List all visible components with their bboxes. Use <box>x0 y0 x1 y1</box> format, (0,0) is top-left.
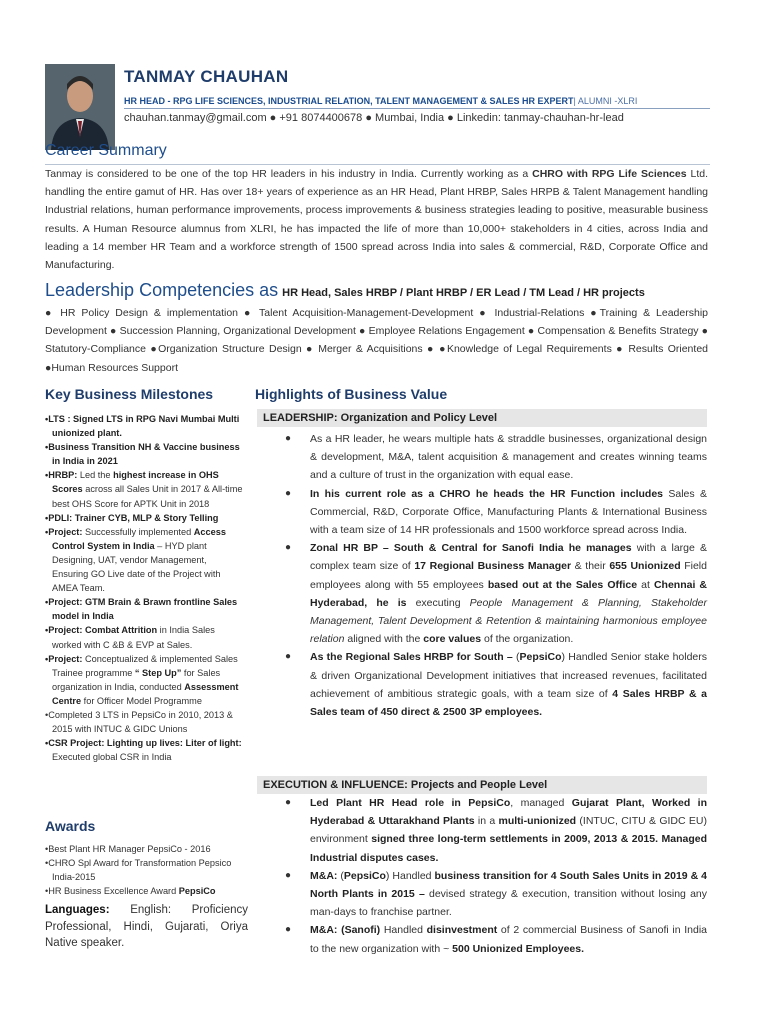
highlight-text: Gujarat Plant, Worked in Hyderabad & Uttarakhand Plants <box>310 797 708 828</box>
highlight-item <box>255 539 707 648</box>
execution-highlights <box>255 794 707 958</box>
milestone-text: Executed global CSR in India <box>52 752 172 763</box>
milestone-label: •Project: <box>45 526 83 537</box>
languages <box>45 902 248 952</box>
milestone-item <box>45 412 245 440</box>
bullet-icon: ● <box>285 542 292 554</box>
highlight-text: core values <box>423 633 482 646</box>
summary-part: Ltd. handling the entire gamut of HR. Has over 18+ years of experience as an HR Head, Plant HRBP, Sales HRPB & Talent Management handling Industrial relations, human performance improvements, process improvements & business strategies leading to positive, measurable business results. A Human Resource alumnus from XLRI, he has impacted the life of more than 10,000+ stakeholders in 4 cities, across India and leading a 14 member HR Team and a workforce strength of 1500 spread across India into sales & commercial, R&D, Corporate Office and Manufacturing. <box>45 168 708 272</box>
milestone-label: •HRBP: <box>45 470 78 481</box>
highlight-item <box>255 485 707 540</box>
milestone-label: •CSR Project: Lighting up lives: Liter of light: <box>45 738 242 749</box>
milestone-text: – HYD plant Designing, UAT, vendor Management, Ensuring GO Live date of the Project with AMEA Team. <box>52 540 221 594</box>
bullet-icon: ● <box>285 924 292 936</box>
languages-text: English: Proficiency Professional, Hindi, Gujarati, Oriya Native speaker. <box>45 904 248 949</box>
milestone-item <box>45 736 245 764</box>
highlight-text: 17 Regional Business Manager <box>414 560 572 573</box>
highlight-text: (INTUC, CITU & GIDC EU) environment <box>310 815 707 846</box>
candidate-name: TANMAY CHAUHAN <box>124 67 289 86</box>
leadership-heading <box>45 280 645 301</box>
highlight-text: As a HR leader, he wears multiple hats & straddle businesses, organizational design & development, M&A, talent acquisition & management and creates winning teams and a culture of trust in the organization with equal ease. <box>310 433 707 482</box>
milestones-list <box>45 412 245 764</box>
highlight-item <box>255 794 707 867</box>
highlight-text: in a <box>474 815 499 828</box>
milestone-label: •Project: <box>45 653 83 664</box>
highlight-text: Field employees along with 55 employees <box>310 560 707 591</box>
milestones-title: Key Business Milestones <box>45 386 214 402</box>
leadership-highlights <box>255 430 707 721</box>
highlight-text: Chennai & Hyderabad, he is <box>310 578 708 609</box>
milestone-text: highest increase in OHS Scores <box>52 470 219 495</box>
languages-label: Languages: <box>45 904 110 916</box>
alumni-tag: | ALUMNI -XLRI <box>573 96 638 106</box>
highlight-text: at <box>637 578 654 591</box>
milestone-text: across all Sales Unit in 2017 & All-time best OHS Score for APTK Unit in 2018 <box>52 484 243 509</box>
milestone-text: for Officer Model Programme <box>81 695 202 706</box>
highlight-text: People Management & Planning, Stakeholder Management, Talent Development & Retention & maintaining harmonious employee relation <box>310 596 707 646</box>
highlight-text: Sales & Commercial, R&D, Corporate Office, Manufacturing Plants & International Business with a team size of 14 HR professionals and 1500 workforce spread across India. <box>310 487 708 537</box>
highlight-text: multi-unionized <box>498 815 577 828</box>
milestone-text: •Business Transition NH & Vaccine business in India in 2021 <box>45 442 240 467</box>
milestone-text: •LTS : Signed LTS in RPG Navi Mumbai Multi unionized plant. <box>45 414 240 439</box>
milestone-item <box>45 468 245 510</box>
leadership-title: Leadership Competencies as <box>45 280 279 300</box>
leadership-band: LEADERSHIP: Organization and Policy Level <box>257 409 707 427</box>
competencies-text: ● HR Policy Design & implementation ● Talent Acquisition-Management-Development ● Industrial-Relations ●Training & Leadership Development ● Succession Planning, Organizational Development ● Employee Relations Engagement ● Compensation & Benefits Strategy ● Statutory-Compliance ●Organization Structure Design ● Merger & Acquisitions ● ●Knowledge of Legal Requirements ● Results Oriented ●Human Resources Support <box>45 307 708 374</box>
milestone-text: •Project: GTM Brain & Brawn frontline Sales model in India <box>45 597 238 622</box>
highlight-text: devised strategy & execution, transition without losing any man-days to franchise partner. <box>310 888 707 919</box>
highlight-text: 655 Unionized <box>609 560 681 573</box>
highlights-title: Highlights of Business Value <box>255 386 448 402</box>
milestone-text: “ Step Up” <box>134 667 182 678</box>
highlight-text: As the Regional Sales HRBP for South – <box>310 651 513 664</box>
highlight-text: PepsiCo <box>343 869 386 882</box>
milestone-item <box>45 440 245 468</box>
career-summary-text <box>45 165 708 274</box>
person-portrait-icon <box>45 64 115 150</box>
profile-photo <box>45 64 115 150</box>
highlight-text: Zonal HR BP – South & Central for Sanofi India he manages <box>310 542 632 555</box>
highlight-text: M&A: <box>310 869 338 882</box>
milestone-item <box>45 525 245 595</box>
highlight-text: business transition for 4 South Sales Units in 2019 & 4 North Plants in 2015 – <box>310 869 708 901</box>
highlight-text: ( <box>337 869 344 882</box>
headline-text: HR HEAD - RPG LIFE SCIENCES, INDUSTRIAL RELATION, TALENT MANAGEMENT & SALES HR EXPERT <box>124 96 574 106</box>
highlight-text: of the organization. <box>481 633 574 646</box>
highlight-text: Led Plant HR Head role in PepsiCo <box>310 797 511 809</box>
milestone-item <box>45 652 245 708</box>
execution-band: EXECUTION & INFLUENCE: Projects and People Level <box>257 776 707 794</box>
headline <box>124 96 637 106</box>
milestone-label: •Project: Combat Attrition <box>45 625 158 636</box>
milestone-item <box>45 623 245 651</box>
highlight-text: ) Handled <box>385 869 435 882</box>
awards-list <box>45 842 250 898</box>
milestone-item <box>45 511 245 525</box>
bullet-icon: ● <box>285 797 292 808</box>
highlight-text: with a large & complex team size of <box>310 542 707 573</box>
highlight-text: , managed <box>510 797 572 809</box>
milestone-text: Access Control System in India <box>52 526 226 551</box>
highlight-text: PepsiCo <box>519 651 562 664</box>
bullet-icon: ● <box>285 433 292 444</box>
award-org: PepsiCo <box>178 886 216 897</box>
award-item <box>45 884 250 898</box>
award-item: •Best Plant HR Manager PepsiCo - 2016 <box>45 844 211 854</box>
highlight-text: ) Handled Senior stake holders & driven Organizational Development initiatives that increased revenues, facilitated achievement of ambitious strategic goals, with a team size of <box>310 651 708 700</box>
highlight-text: Handled <box>380 924 427 937</box>
milestone-text: in India Sales worked with C &B & EVP at Sales. <box>52 625 215 650</box>
milestone-text: Led the <box>77 470 114 481</box>
awards-title: Awards <box>45 818 96 834</box>
award-text: •HR Business Excellence Award <box>45 886 179 897</box>
contact-line: chauhan.tanmay@gmail.com ● +91 8074400678 ● Mumbai, India ● Linkedin: tanmay-chauhan-hr-lead <box>124 112 624 124</box>
milestone-text: Conceptualized & implemented Sales Trainee programme <box>52 653 238 678</box>
milestone-text: •PDLI: Trainer CYB, MLP & Story Telling <box>45 512 219 523</box>
highlight-item <box>255 867 707 922</box>
bullet-icon: ● <box>285 487 292 499</box>
milestone-item <box>45 708 245 736</box>
highlight-item <box>255 648 707 721</box>
summary-part: Tanmay is considered to be one of the top HR leaders in his industry in India. Currently working as a <box>45 168 533 180</box>
highlight-text: 500 Unionized Employees. <box>452 942 585 955</box>
highlight-text: ( <box>512 651 520 664</box>
highlight-text: M&A: (Sanofi) <box>310 924 381 937</box>
highlight-item <box>255 921 707 957</box>
bullet-icon: ● <box>285 651 292 663</box>
bullet-icon: ● <box>285 869 292 881</box>
milestone-text: Assessment Centre <box>52 681 239 706</box>
header-divider <box>124 108 710 109</box>
milestone-text: for Sales organization in India, conducted <box>52 667 221 692</box>
highlight-text: 4 Sales HRBP & a Sales team of 450 direct & 2500 3P employees. <box>310 687 707 719</box>
highlight-text: signed three long-term settlements in 2009, 2013 & 2015. Managed Industrial disputes cases. <box>310 833 707 864</box>
highlight-text: disinvestment <box>426 924 498 937</box>
highlight-text: & their <box>571 560 610 573</box>
highlight-text: executing <box>406 596 470 609</box>
milestone-text: •Completed 3 LTS in PepsiCo in 2010, 2013 & 2015 with INTUC & GIDC Unions <box>45 709 233 735</box>
summary-current-role: CHRO with RPG Life Sciences <box>532 168 687 180</box>
highlight-text: based out at the Sales Office <box>487 578 638 591</box>
highlight-item <box>255 430 707 485</box>
milestone-text: Successfully implemented <box>82 526 194 537</box>
leadership-subtitle: HR Head, Sales HRBP / Plant HRBP / ER Lead / TM Lead / HR projects <box>282 287 645 299</box>
career-summary-title: Career Summary <box>45 142 167 159</box>
highlight-text: In his current role as a CHRO he heads the HR Function includes <box>310 487 664 500</box>
award-item: •CHRO Spl Award for Transformation Pepsico India-2015 <box>45 858 232 883</box>
milestone-item <box>45 595 245 623</box>
highlight-text: aligned with the <box>344 633 424 646</box>
highlight-text: of 2 commercial Business of Sanofi in India to the new organization with ~ <box>310 924 708 955</box>
